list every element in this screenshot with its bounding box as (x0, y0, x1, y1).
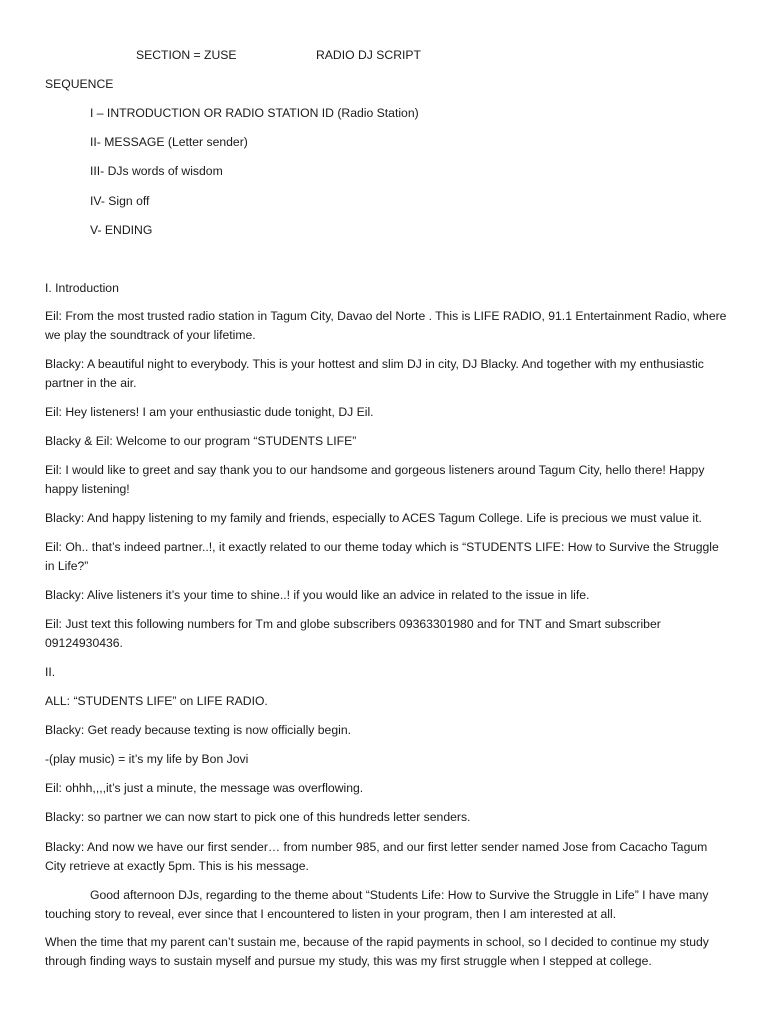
sequence-item: III- DJs words of wisdom (90, 164, 223, 178)
script-line: Blacky: And now we have our first sender… from number 985, and our first letter sender named Jose from Cacacho Tagum City retrieve at exactly 5pm. This is his message. (45, 840, 708, 873)
script-line: Blacky: A beautiful night to everybody. This is your hottest and slim DJ in city, DJ Blacky. And together with my enthusiastic partner in the air. (45, 357, 704, 390)
sequence-item: V- ENDING (90, 223, 153, 237)
script-line: Eil: Hey listeners! I am your enthusiastic dude tonight, DJ Eil. (45, 405, 374, 419)
letter-paragraph: Good afternoon DJs, regarding to the theme about “Students Life: How to Survive the Struggle in Life” I have many touching story to reveal, ever since that I encountered to listen in your program, then I am interested at all. (45, 888, 709, 921)
document-title: RADIO DJ SCRIPT (316, 48, 421, 62)
sequence-heading: SEQUENCE (45, 77, 114, 91)
script-line: Eil: ohhh,,,,it’s just a minute, the message was overflowing. (45, 781, 364, 795)
script-line: ALL: “STUDENTS LIFE” on LIFE RADIO. (45, 694, 268, 708)
section-heading-part-2: II. (45, 665, 56, 679)
section-label: SECTION = ZUSE (136, 48, 237, 62)
sequence-item: II- MESSAGE (Letter sender) (90, 135, 248, 149)
sequence-item: I – INTRODUCTION OR RADIO STATION ID (Radio Station) (90, 106, 419, 120)
letter-paragraph: When the time that my parent can’t sustain me, because of the rapid payments in school, so I decided to continue my study through finding ways to sustain myself and pursue my study, this was my first struggle when I stepped at college. (45, 935, 709, 968)
script-line: Blacky & Eil: Welcome to our program “STUDENTS LIFE” (45, 434, 357, 448)
script-line: Blacky: And happy listening to my family and friends, especially to ACES Tagum College. Life is precious we must value it. (45, 511, 702, 525)
section-heading-introduction: I. Introduction (45, 281, 119, 295)
script-line: Eil: From the most trusted radio station in Tagum City, Davao del Norte . This is LIFE RADIO, 91.1 Entertainment Radio, where we play the soundtrack of your lifetime. (45, 309, 727, 342)
script-line: Eil: I would like to greet and say thank you to our handsome and gorgeous listeners around Tagum City, hello there! Happy happy listening! (45, 463, 705, 496)
script-line: Blacky: Get ready because texting is now officially begin. (45, 723, 351, 737)
script-line: Blacky: Alive listeners it’s your time to shine..! if you would like an advice in related to the issue in life. (45, 588, 590, 602)
script-line: -(play music) = it’s my life by Bon Jovi (45, 752, 249, 766)
sequence-item: IV- Sign off (90, 194, 150, 208)
script-line: Blacky: so partner we can now start to pick one of this hundreds letter senders. (45, 810, 471, 824)
script-line: Eil: Just text this following numbers for Tm and globe subscribers 09363301980 and for TNT and Smart subscriber 09124930436. (45, 617, 661, 650)
script-line: Eil: Oh.. that’s indeed partner..!, it exactly related to our theme today which is “STUDENTS LIFE: How to Survive the Struggle in Life?” (45, 540, 719, 573)
